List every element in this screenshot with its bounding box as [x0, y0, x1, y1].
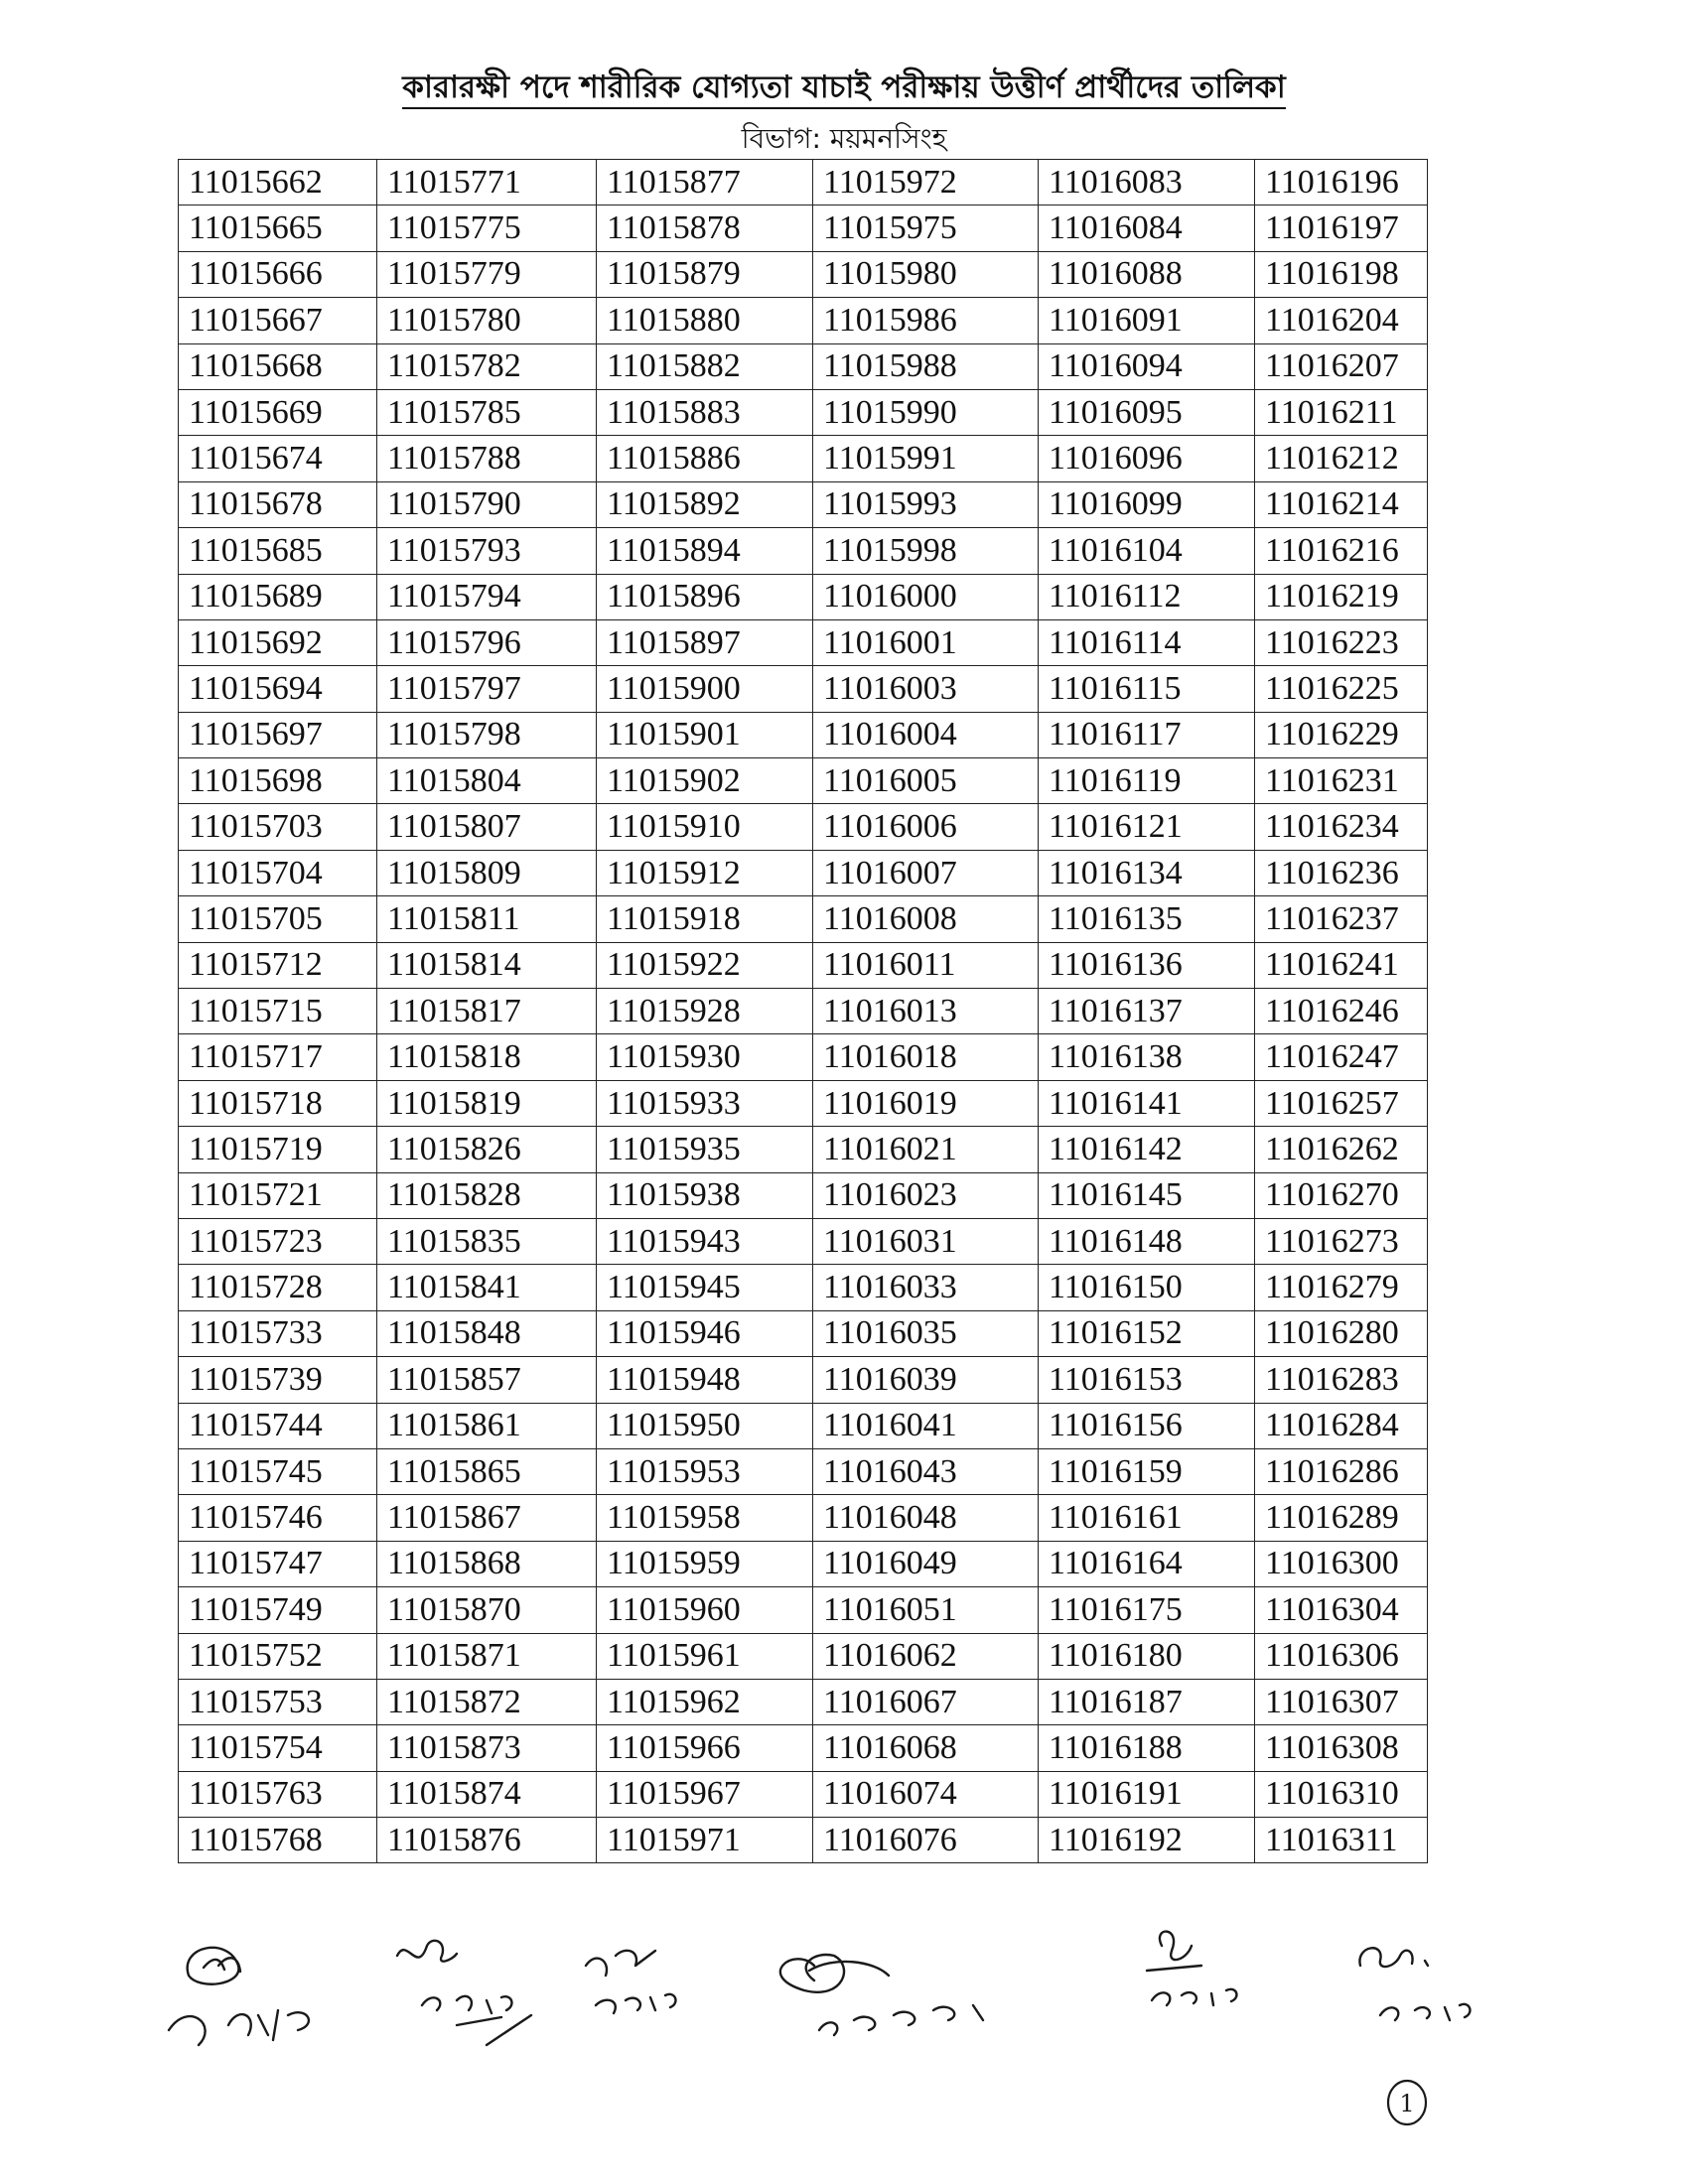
roll-number-cell: 11016068: [813, 1725, 1039, 1771]
signature-2: [397, 1941, 531, 2045]
roll-number-cell: 11016088: [1039, 251, 1255, 297]
roll-number-cell: 11015771: [377, 160, 597, 205]
roll-number-cell: 11016145: [1039, 1172, 1255, 1218]
roll-number-cell: 11015901: [597, 712, 813, 757]
roll-number-cell: 11016310: [1255, 1771, 1428, 1817]
roll-number-cell: 11015966: [597, 1725, 813, 1771]
table-row: [179, 574, 1428, 619]
roll-number-cell: 11015912: [597, 850, 813, 895]
roll-number-cell: 11015697: [179, 712, 377, 757]
roll-number-cell: 11016021: [813, 1127, 1039, 1172]
roll-number-cell: 11015900: [597, 666, 813, 712]
roll-number-cell: 11016148: [1039, 1218, 1255, 1264]
roll-number-cell: 11015861: [377, 1403, 597, 1448]
roll-number-cell: 11015988: [813, 343, 1039, 389]
roll-number-cell: 11016005: [813, 758, 1039, 804]
roll-number-cell: 11015828: [377, 1172, 597, 1218]
roll-number-cell: 11015960: [597, 1587, 813, 1633]
roll-number-cell: 11015819: [377, 1080, 597, 1126]
roll-number-cell: 11016225: [1255, 666, 1428, 712]
roll-number-cell: 11015733: [179, 1310, 377, 1356]
roll-number-cell: 11016237: [1255, 896, 1428, 942]
table-row: [179, 205, 1428, 251]
roll-number-cell: 11015668: [179, 343, 377, 389]
roll-number-cell: 11016000: [813, 574, 1039, 619]
table-row: [179, 1771, 1428, 1817]
roll-number-cell: 11015715: [179, 989, 377, 1034]
roll-number-cell: 11016114: [1039, 619, 1255, 665]
table-row: [179, 1725, 1428, 1771]
roll-number-cell: 11016241: [1255, 942, 1428, 988]
roll-number-cell: 11015685: [179, 528, 377, 574]
signature-4: [780, 1955, 983, 2035]
roll-number-cell: 11016211: [1255, 389, 1428, 435]
roll-number-cell: 11015980: [813, 251, 1039, 297]
roll-number-cell: 11016007: [813, 850, 1039, 895]
table-row: [179, 1265, 1428, 1310]
roll-number-cell: 11015959: [597, 1541, 813, 1586]
roll-number-cell: 11015897: [597, 619, 813, 665]
roll-number-cell: 11016001: [813, 619, 1039, 665]
roll-number-cell: 11015763: [179, 1771, 377, 1817]
table-row: [179, 896, 1428, 942]
roll-number-cell: 11016076: [813, 1818, 1039, 1863]
table-row: [179, 298, 1428, 343]
roll-number-cell: 11016159: [1039, 1448, 1255, 1494]
roll-number-cell: 11015780: [377, 298, 597, 343]
signature-5: [1147, 1932, 1236, 2005]
roll-number-cell: 11015665: [179, 205, 377, 251]
roll-number-cell: 11015718: [179, 1080, 377, 1126]
roll-number-cell: 11016043: [813, 1448, 1039, 1494]
roll-number-cell: 11015991: [813, 436, 1039, 481]
roll-number-cell: 11016035: [813, 1310, 1039, 1356]
roll-number-cell: 11015990: [813, 389, 1039, 435]
roll-number-cell: 11015698: [179, 758, 377, 804]
roll-number-cell: 11016048: [813, 1495, 1039, 1541]
roll-number-cell: 11016013: [813, 989, 1039, 1034]
roll-number-cell: 11016283: [1255, 1357, 1428, 1403]
roll-number-cell: 11016031: [813, 1218, 1039, 1264]
roll-number-cell: 11016273: [1255, 1218, 1428, 1264]
roll-number-cell: 11015877: [597, 160, 813, 205]
roll-number-cell: 11016135: [1039, 896, 1255, 942]
roll-number-cell: 11016188: [1039, 1725, 1255, 1771]
roll-number-cell: 11015804: [377, 758, 597, 804]
roll-number-cell: 11015948: [597, 1357, 813, 1403]
roll-number-cell: 11015818: [377, 1034, 597, 1080]
roll-number-cell: 11016236: [1255, 850, 1428, 895]
roll-number-cell: 11015703: [179, 804, 377, 850]
roll-number-cell: 11016084: [1039, 205, 1255, 251]
table-row: [179, 1448, 1428, 1494]
roll-number-cell: 11015962: [597, 1679, 813, 1724]
signature-3: [586, 1951, 675, 2013]
roll-number-cell: 11016141: [1039, 1080, 1255, 1126]
roll-number-cell: 11016246: [1255, 989, 1428, 1034]
roll-number-cell: 11016112: [1039, 574, 1255, 619]
roll-number-cell: 11015674: [179, 436, 377, 481]
roll-number-cell: 11016099: [1039, 481, 1255, 527]
roll-number-cell: 11016003: [813, 666, 1039, 712]
roll-number-cell: 11016300: [1255, 1541, 1428, 1586]
table-row: [179, 989, 1428, 1034]
table-row: [179, 160, 1428, 205]
roll-number-cell: 11016119: [1039, 758, 1255, 804]
roll-number-cell: 11015874: [377, 1771, 597, 1817]
roll-number-cell: 11015662: [179, 160, 377, 205]
roll-number-cell: 11016137: [1039, 989, 1255, 1034]
roll-number-cell: 11015998: [813, 528, 1039, 574]
roll-number-cell: 11016279: [1255, 1265, 1428, 1310]
table-row: [179, 389, 1428, 435]
roll-number-cell: 11016074: [813, 1771, 1039, 1817]
table-row: [179, 1403, 1428, 1448]
roll-number-cell: 11015848: [377, 1310, 597, 1356]
roll-table-body: [179, 160, 1428, 1863]
roll-number-cell: 11016121: [1039, 804, 1255, 850]
roll-number-cell: 11015768: [179, 1818, 377, 1863]
table-row: [179, 1495, 1428, 1541]
page-number: 1: [1399, 2090, 1415, 2117]
roll-number-cell: 11015666: [179, 251, 377, 297]
roll-number-cell: 11016286: [1255, 1448, 1428, 1494]
roll-number-cell: 11015894: [597, 528, 813, 574]
roll-number-cell: 11016196: [1255, 160, 1428, 205]
table-row: [179, 850, 1428, 895]
roll-number-cell: 11015841: [377, 1265, 597, 1310]
roll-number-cell: 11015946: [597, 1310, 813, 1356]
roll-number-cell: 11015678: [179, 481, 377, 527]
roll-number-cell: 11015879: [597, 251, 813, 297]
roll-number-cell: 11016304: [1255, 1587, 1428, 1633]
table-row: [179, 481, 1428, 527]
roll-number-cell: 11015744: [179, 1403, 377, 1448]
table-row: [179, 1679, 1428, 1724]
roll-number-cell: 11016234: [1255, 804, 1428, 850]
roll-number-cell: 11016049: [813, 1541, 1039, 1586]
roll-number-cell: 11016212: [1255, 436, 1428, 481]
table-row: [179, 804, 1428, 850]
roll-number-cell: 11016153: [1039, 1357, 1255, 1403]
roll-number-cell: 11015814: [377, 942, 597, 988]
table-row: [179, 666, 1428, 712]
roll-number-cell: 11015872: [377, 1679, 597, 1724]
roll-number-cell: 11015928: [597, 989, 813, 1034]
roll-number-cell: 11015930: [597, 1034, 813, 1080]
roll-number-cell: 11015797: [377, 666, 597, 712]
roll-number-cell: 11016138: [1039, 1034, 1255, 1080]
table-row: [179, 1357, 1428, 1403]
table-row: [179, 1127, 1428, 1172]
roll-number-cell: 11015798: [377, 712, 597, 757]
division-label: বিভাগ: ময়মনসিংহ: [741, 122, 947, 155]
roll-number-cell: 11016033: [813, 1265, 1039, 1310]
table-row: [179, 942, 1428, 988]
table-row: [179, 343, 1428, 389]
roll-number-cell: 11016180: [1039, 1633, 1255, 1679]
table-row: [179, 1541, 1428, 1586]
table-row: [179, 1587, 1428, 1633]
roll-number-cell: 11016231: [1255, 758, 1428, 804]
signature-6: [1359, 1948, 1470, 2020]
roll-number-cell: 11015782: [377, 343, 597, 389]
roll-number-cell: 11016152: [1039, 1310, 1255, 1356]
roll-number-cell: 11016018: [813, 1034, 1039, 1080]
roll-number-cell: 11016150: [1039, 1265, 1255, 1310]
roll-number-cell: 11016192: [1039, 1818, 1255, 1863]
roll-number-cell: 11015746: [179, 1495, 377, 1541]
table-row: [179, 1080, 1428, 1126]
roll-number-cell: 11016161: [1039, 1495, 1255, 1541]
roll-number-cell: 11016067: [813, 1679, 1039, 1724]
table-row: [179, 1218, 1428, 1264]
title-text: কারারক্ষী পদে শারীরিক যোগ্যতা যাচাই পরীক্ষায় উত্তীর্ণ প্রার্থীদের তালিকা: [402, 69, 1285, 109]
roll-number-cell: 11015749: [179, 1587, 377, 1633]
roll-number-cell: 11015794: [377, 574, 597, 619]
roll-number-cell: 11015728: [179, 1265, 377, 1310]
table-row: [179, 758, 1428, 804]
roll-number-cell: 11015958: [597, 1495, 813, 1541]
roll-number-cell: 11015975: [813, 205, 1039, 251]
roll-number-cell: 11016262: [1255, 1127, 1428, 1172]
roll-number-cell: 11016117: [1039, 712, 1255, 757]
roll-number-cell: 11015785: [377, 389, 597, 435]
table-row: [179, 1633, 1428, 1679]
roll-number-cell: 11016095: [1039, 389, 1255, 435]
roll-number-cell: 11015878: [597, 205, 813, 251]
roll-number-cell: 11016247: [1255, 1034, 1428, 1080]
roll-number-cell: 11016204: [1255, 298, 1428, 343]
roll-number-cell: 11015873: [377, 1725, 597, 1771]
roll-number-cell: 11016219: [1255, 574, 1428, 619]
table-row: [179, 1034, 1428, 1080]
roll-number-cell: 11016257: [1255, 1080, 1428, 1126]
roll-number-cell: 11015880: [597, 298, 813, 343]
roll-number-cell: 11015953: [597, 1448, 813, 1494]
table-row: [179, 1310, 1428, 1356]
roll-number-cell: 11015775: [377, 205, 597, 251]
roll-number-cell: 11015922: [597, 942, 813, 988]
roll-number-cell: 11016280: [1255, 1310, 1428, 1356]
roll-number-cell: 11015933: [597, 1080, 813, 1126]
roll-number-cell: 11015779: [377, 251, 597, 297]
page-title: [0, 64, 1688, 115]
roll-number-cell: 11015870: [377, 1587, 597, 1633]
roll-number-cell: 11015918: [597, 896, 813, 942]
roll-number-cell: 11015886: [597, 436, 813, 481]
roll-number-cell: 11015967: [597, 1771, 813, 1817]
table-row: [179, 528, 1428, 574]
roll-number-cell: 11016175: [1039, 1587, 1255, 1633]
roll-number-table: [178, 159, 1428, 1863]
roll-number-cell: 11016187: [1039, 1679, 1255, 1724]
roll-number-cell: 11015667: [179, 298, 377, 343]
table-row: [179, 436, 1428, 481]
roll-number-cell: 11015935: [597, 1127, 813, 1172]
roll-number-cell: 11015669: [179, 389, 377, 435]
roll-number-cell: 11015747: [179, 1541, 377, 1586]
roll-number-cell: 11016004: [813, 712, 1039, 757]
roll-number-cell: 11015692: [179, 619, 377, 665]
roll-number-cell: 11015945: [597, 1265, 813, 1310]
roll-number-cell: 11016083: [1039, 160, 1255, 205]
roll-number-cell: 11016019: [813, 1080, 1039, 1126]
roll-number-cell: 11015739: [179, 1357, 377, 1403]
roll-number-cell: 11015723: [179, 1218, 377, 1264]
roll-number-cell: 11016214: [1255, 481, 1428, 527]
roll-number-cell: 11016094: [1039, 343, 1255, 389]
roll-number-cell: 11015876: [377, 1818, 597, 1863]
roll-number-cell: 11016011: [813, 942, 1039, 988]
roll-number-cell: 11015694: [179, 666, 377, 712]
roll-number-cell: 11016207: [1255, 343, 1428, 389]
roll-number-cell: 11015882: [597, 343, 813, 389]
roll-number-cell: 11016062: [813, 1633, 1039, 1679]
roll-number-cell: 11016039: [813, 1357, 1039, 1403]
roll-number-cell: 11015972: [813, 160, 1039, 205]
roll-number-cell: 11016216: [1255, 528, 1428, 574]
table-row: [179, 1172, 1428, 1218]
table-row: [179, 712, 1428, 757]
signature-block: [159, 1906, 1529, 2065]
roll-number-cell: 11015961: [597, 1633, 813, 1679]
roll-number-cell: 11015950: [597, 1403, 813, 1448]
roll-number-cell: 11016197: [1255, 205, 1428, 251]
table-row: [179, 619, 1428, 665]
roll-number-cell: 11016096: [1039, 436, 1255, 481]
roll-number-cell: 11015883: [597, 389, 813, 435]
roll-number-cell: 11015721: [179, 1172, 377, 1218]
roll-number-cell: 11015704: [179, 850, 377, 895]
roll-number-cell: 11015705: [179, 896, 377, 942]
roll-number-cell: 11015790: [377, 481, 597, 527]
roll-number-cell: 11015753: [179, 1679, 377, 1724]
roll-number-cell: 11015902: [597, 758, 813, 804]
roll-number-cell: 11015745: [179, 1448, 377, 1494]
roll-number-cell: 11015993: [813, 481, 1039, 527]
roll-number-cell: 11015868: [377, 1541, 597, 1586]
roll-number-cell: 11015857: [377, 1357, 597, 1403]
roll-number-cell: 11015752: [179, 1633, 377, 1679]
roll-number-cell: 11016008: [813, 896, 1039, 942]
roll-number-cell: 11016270: [1255, 1172, 1428, 1218]
roll-number-cell: 11015910: [597, 804, 813, 850]
roll-number-cell: 11015717: [179, 1034, 377, 1080]
roll-number-cell: 11016104: [1039, 528, 1255, 574]
roll-number-cell: 11016307: [1255, 1679, 1428, 1724]
roll-number-cell: 11016289: [1255, 1495, 1428, 1541]
roll-number-cell: 11016156: [1039, 1403, 1255, 1448]
roll-number-cell: 11015712: [179, 942, 377, 988]
roll-number-cell: 11016134: [1039, 850, 1255, 895]
roll-number-cell: 11016164: [1039, 1541, 1255, 1586]
page-number-circle: [1384, 2077, 1430, 2128]
roll-number-cell: 11015793: [377, 528, 597, 574]
roll-number-cell: 11016308: [1255, 1725, 1428, 1771]
roll-number-cell: 11015807: [377, 804, 597, 850]
roll-number-cell: 11015943: [597, 1218, 813, 1264]
roll-number-cell: 11015871: [377, 1633, 597, 1679]
roll-number-cell: 11015826: [377, 1127, 597, 1172]
roll-number-cell: 11015896: [597, 574, 813, 619]
signature-1: [169, 1948, 309, 2045]
roll-number-cell: 11015754: [179, 1725, 377, 1771]
roll-number-cell: 11015811: [377, 896, 597, 942]
roll-number-cell: 11015971: [597, 1818, 813, 1863]
roll-number-cell: 11016091: [1039, 298, 1255, 343]
roll-number-cell: 11016136: [1039, 942, 1255, 988]
roll-number-cell: 11016115: [1039, 666, 1255, 712]
roll-number-cell: 11016191: [1039, 1771, 1255, 1817]
roll-number-cell: 11016041: [813, 1403, 1039, 1448]
roll-number-cell: 11016006: [813, 804, 1039, 850]
roll-number-cell: 11015867: [377, 1495, 597, 1541]
table-row: [179, 251, 1428, 297]
roll-number-cell: 11015892: [597, 481, 813, 527]
roll-number-cell: 11015719: [179, 1127, 377, 1172]
roll-number-cell: 11016223: [1255, 619, 1428, 665]
roll-number-cell: 11015986: [813, 298, 1039, 343]
roll-number-cell: 11016229: [1255, 712, 1428, 757]
roll-number-cell: 11016023: [813, 1172, 1039, 1218]
roll-number-cell: 11016142: [1039, 1127, 1255, 1172]
roll-number-cell: 11015689: [179, 574, 377, 619]
roll-number-cell: 11016284: [1255, 1403, 1428, 1448]
roll-number-cell: 11016051: [813, 1587, 1039, 1633]
roll-number-cell: 11016306: [1255, 1633, 1428, 1679]
roll-number-cell: 11015817: [377, 989, 597, 1034]
roll-number-cell: 11016311: [1255, 1818, 1428, 1863]
table-row: [179, 1818, 1428, 1863]
roll-number-cell: 11015938: [597, 1172, 813, 1218]
roll-number-cell: 11015796: [377, 619, 597, 665]
roll-number-cell: 11015788: [377, 436, 597, 481]
roll-number-cell: 11015835: [377, 1218, 597, 1264]
roll-number-cell: 11016198: [1255, 251, 1428, 297]
roll-number-cell: 11015809: [377, 850, 597, 895]
roll-number-cell: 11015865: [377, 1448, 597, 1494]
